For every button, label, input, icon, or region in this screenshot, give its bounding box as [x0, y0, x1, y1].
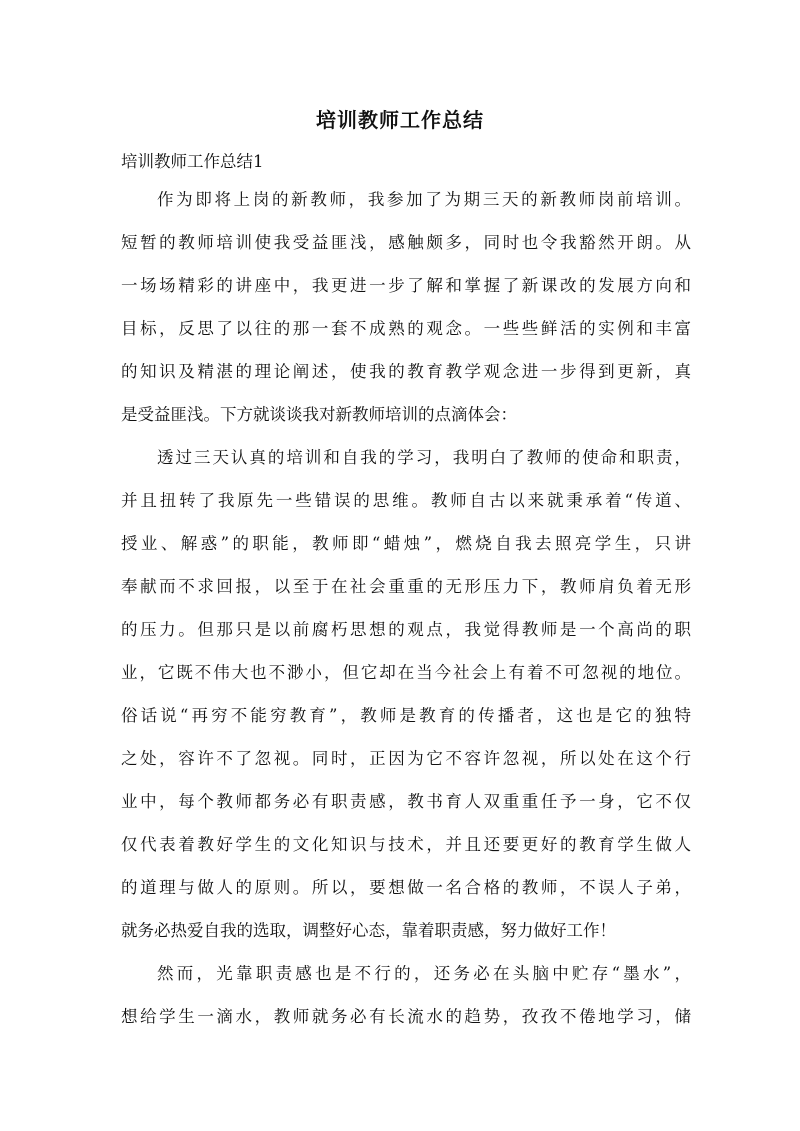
paragraph-line: 作为即将上岗的新教师，我参加了为期三天的新教师岗前培训。 [157, 190, 691, 209]
paragraph-line: 业，它既不伟大也不渺小，但它却在当今社会上有着不可忽视的地位。 [121, 663, 691, 682]
paragraph-line: 仅代表着教好学生的文化知识与技术，并且还要更好的教育学生做人 [121, 835, 691, 854]
paragraph-line: 想给学生一滴水，教师就务必有长流水的趋势，孜孜不倦地学习，储 [121, 1007, 691, 1026]
paragraph-line: 并且扭转了我原先一些错误的思维。教师自古以来就秉承着“传道、 [121, 491, 691, 510]
paragraph-line: 的道理与做人的原则。所以，要想做一名合格的教师，不误人子弟， [121, 878, 691, 897]
paragraph-line: 短暂的教师培训使我受益匪浅，感触颇多，同时也令我豁然开朗。从 [121, 233, 691, 252]
paragraph-line: 是受益匪浅。下方就谈谈我对新教师培训的点滴体会： [121, 405, 517, 424]
paragraph-line: 的压力。但那只是以前腐朽思想的观点，我觉得教师是一个高尚的职 [121, 620, 691, 639]
paragraph-line: 授业、解惑”的职能，教师即“蜡烛”，燃烧自我去照亮学生，只讲 [121, 534, 691, 553]
paragraph-line: 目标，反思了以往的那一套不成熟的观念。一些些鲜活的实例和丰富 [121, 319, 691, 338]
document-title: 培训教师工作总结 [316, 108, 484, 132]
paragraph-line: 奉献而不求回报，以至于在社会重重的无形压力下，教师肩负着无形 [121, 577, 691, 596]
section-heading: 培训教师工作总结1 [121, 152, 264, 171]
paragraph-line: 然而，光靠职责感也是不行的，还务必在头脑中贮存“墨水”， [157, 964, 691, 983]
paragraph-line: 业中，每个教师都务必有职责感，教书育人双重重任予一身，它不仅 [121, 792, 691, 811]
paragraph-line: 一场场精彩的讲座中，我更进一步了解和掌握了新课改的发展方向和 [121, 276, 691, 295]
paragraph-line: 之处，容许不了忽视。同时，正因为它不容许忽视，所以处在这个行 [121, 749, 691, 768]
paragraph-line: 的知识及精湛的理论阐述，使我的教育教学观念进一步得到更新，真 [121, 362, 691, 381]
paragraph-line: 就务必热爱自我的选取，调整好心态，靠着职责感，努力做好工作！ [121, 921, 616, 940]
paragraph-line: 透过三天认真的培训和自我的学习，我明白了教师的使命和职责， [157, 448, 691, 467]
paragraph-line: 俗话说“再穷不能穷教育”，教师是教育的传播者，这也是它的独特 [121, 706, 691, 725]
